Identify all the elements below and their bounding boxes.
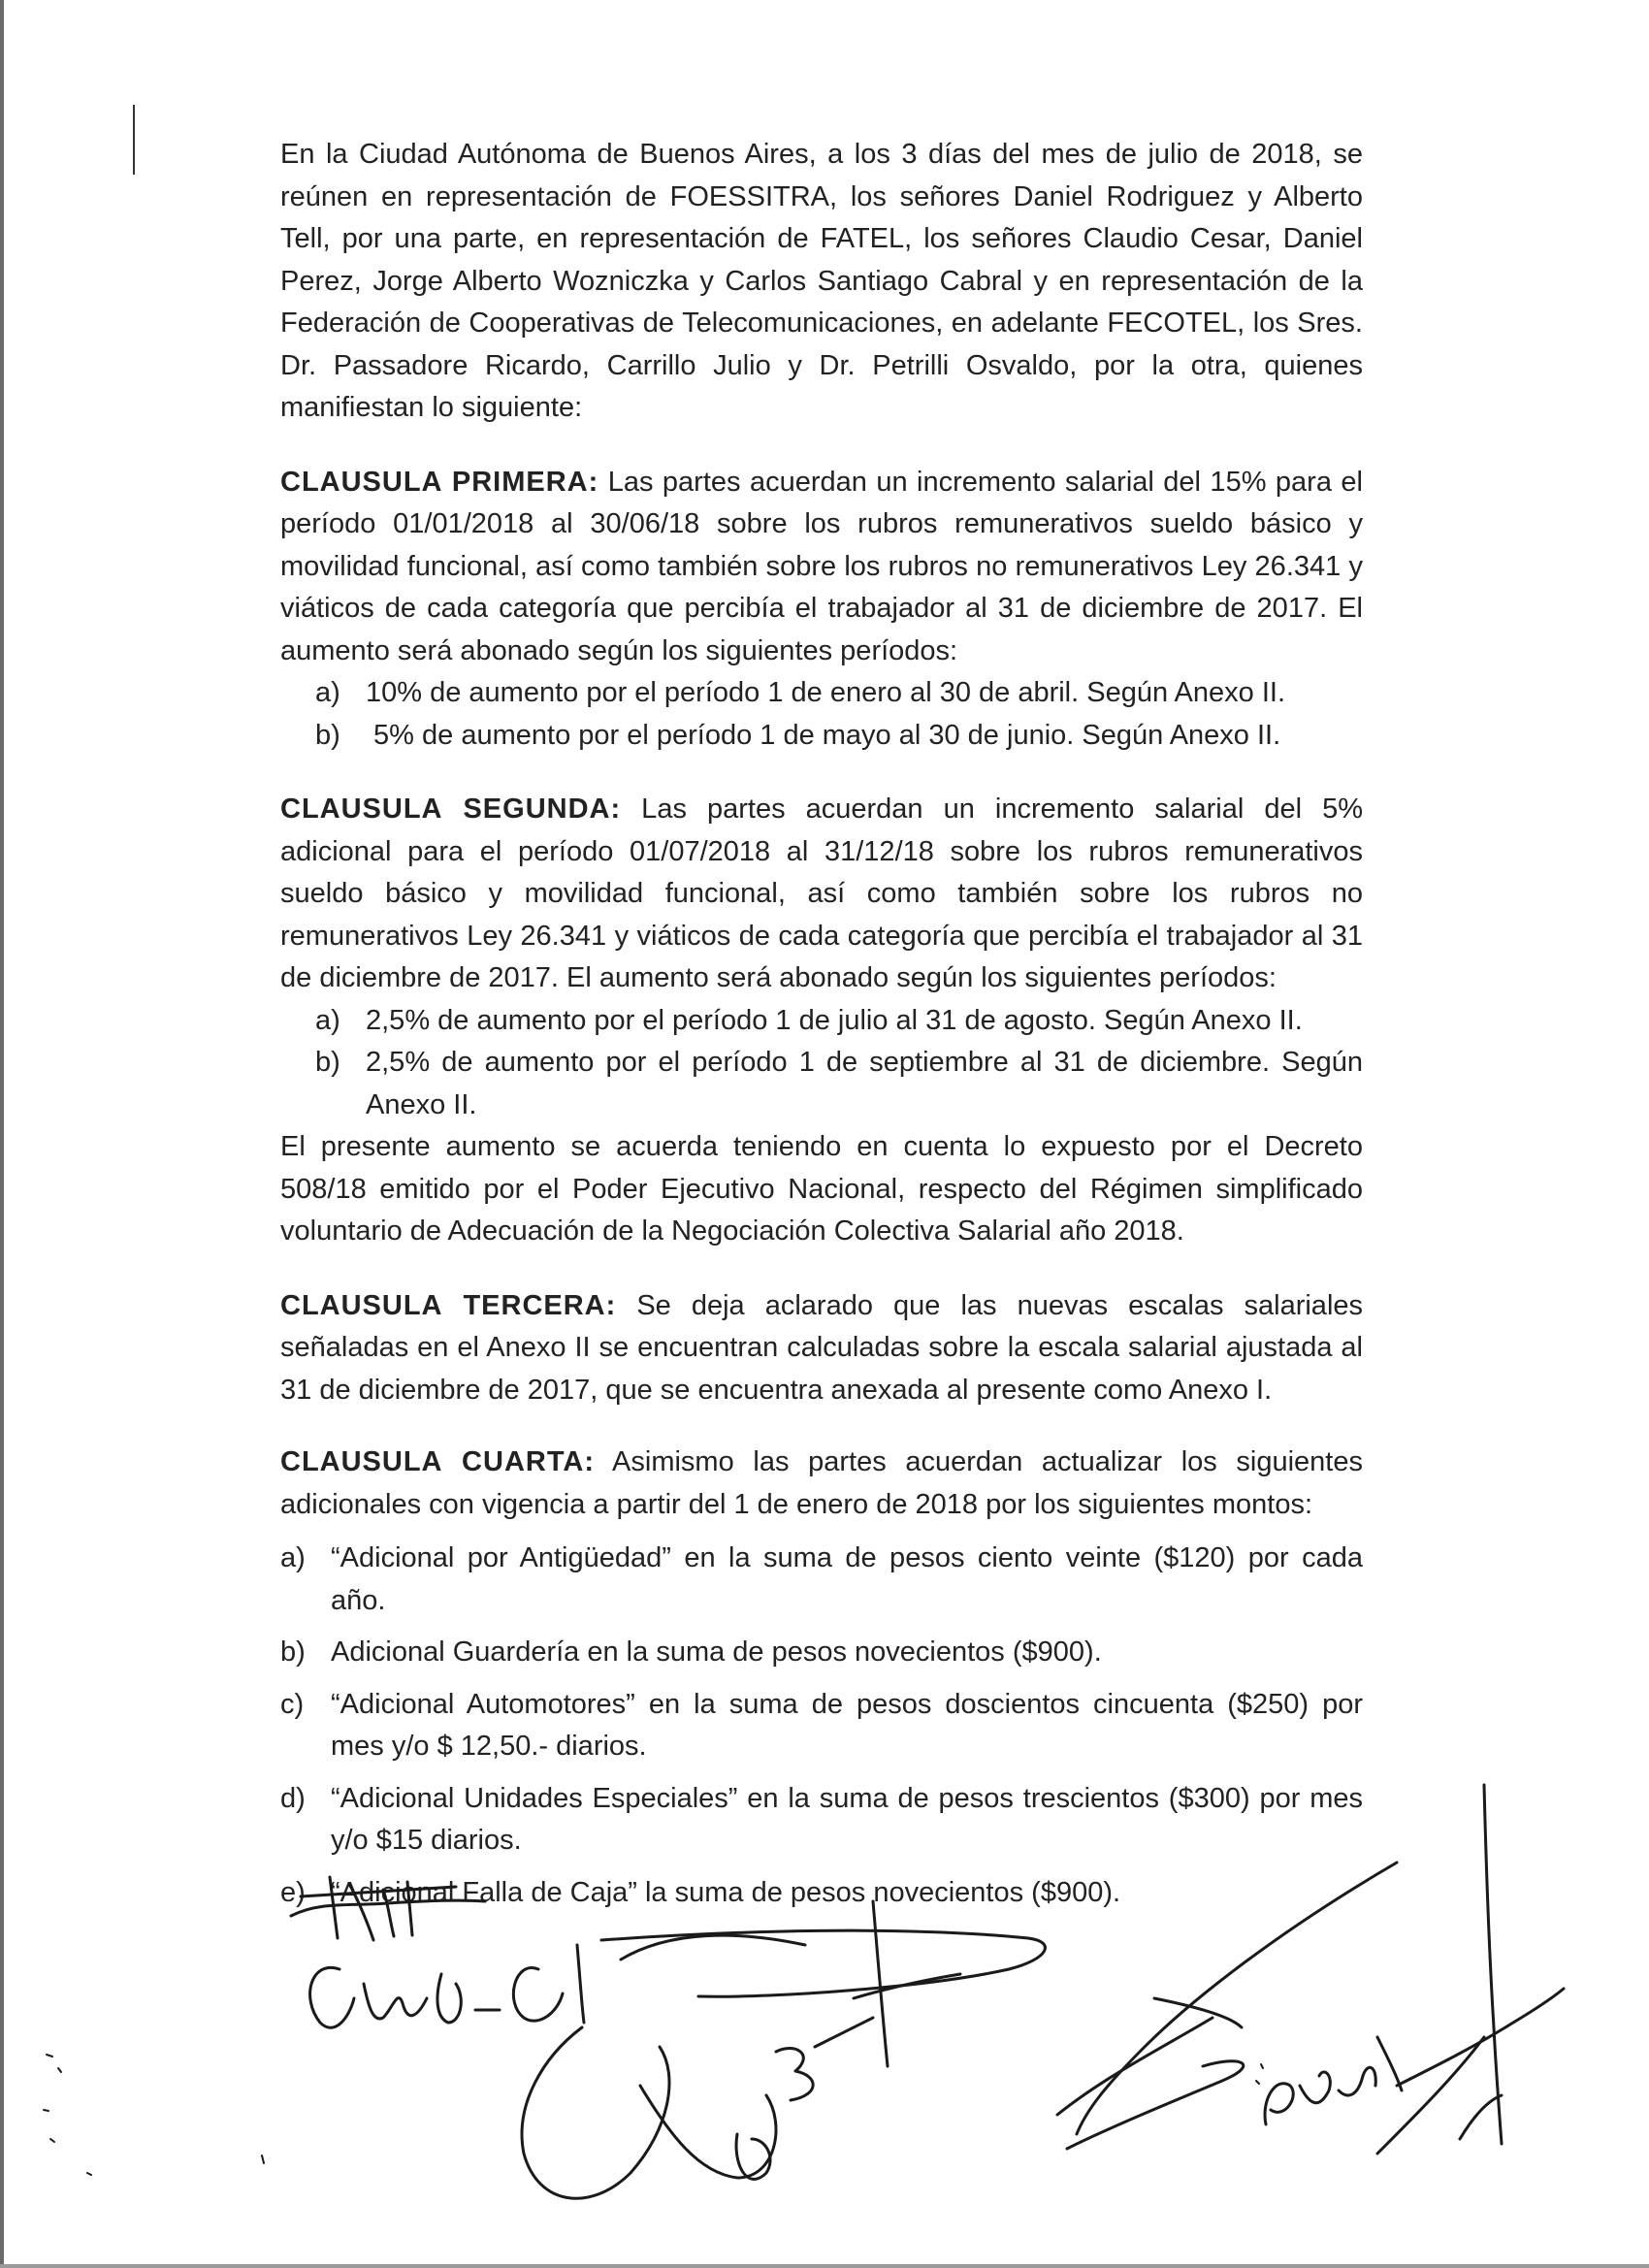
clause-cuarta-heading: CLAUSULA CUARTA: bbox=[280, 1446, 595, 1477]
list-item bbox=[280, 1872, 1363, 1915]
clause-cuarta bbox=[280, 1442, 1363, 1526]
list-marker: a) bbox=[315, 677, 340, 708]
scan-edge-bottom bbox=[0, 2264, 1649, 2268]
document-body bbox=[280, 134, 1363, 1924]
list-item-text: 2,5% de aumento por el período 1 de julio al 31 de agosto. Según Anexo II. bbox=[366, 1004, 1303, 1036]
list-item-text: 2,5% de aumento por el período 1 de septiembre al 31 de diciembre. Según Anexo II. bbox=[366, 1047, 1363, 1120]
clause-segunda-list bbox=[280, 1000, 1363, 1127]
clause-tercera-heading: CLAUSULA TERCERA: bbox=[280, 1289, 617, 1321]
scan-specks bbox=[44, 2055, 1263, 2175]
clause-segunda-text: Las partes acuerdan un incremento salarial del 5% adicional para el período 01/07/2018 al 31/12/18 sobre los rubros remunerativos sueldo básico y movilidad funcional, así como también sobre los rubros no remunerativos Ley 26.341 y viáticos de cada categoría que percibía el trabajador al 31 de diciembre de 2017. El aumento será abonado según los siguientes períodos: bbox=[280, 794, 1363, 993]
clause-cuarta-list bbox=[280, 1538, 1363, 1914]
list-marker: b) bbox=[315, 1047, 340, 1078]
clause-primera bbox=[280, 462, 1363, 673]
list-marker: a) bbox=[280, 1542, 306, 1573]
list-item-text: 5% de aumento por el período 1 de mayo al 30 de junio. Según Anexo II. bbox=[366, 719, 1281, 751]
list-item-text: “Adicional Unidades Especiales” en la suma de pesos trescientos ($300) por mes y/o $15 diarios. bbox=[331, 1782, 1363, 1856]
intro-paragraph: En la Ciudad Autónoma de Buenos Aires, a los 3 días del mes de julio de 2018, se reúnen en representación de FOESSITRA, los señores Daniel Rodriguez y Alberto Tell, por una parte, en representación de FATEL, los señores Claudio Cesar, Daniel Perez, Jorge Alberto Wozniczka y Carlos Santiago Cabral y en representación de la Federación de Cooperativas de Telecomunicaciones, en adelante FECOTEL, los Sres. Dr. Passadore Ricardo, Carrillo Julio y Dr. Petrilli Osvaldo, por la otra, quienes manifiestan lo siguiente: bbox=[280, 139, 1363, 423]
clause-cuarta-text: Asimismo las partes acuerdan actualizar los siguientes adicionales con vigencia a partir del 1 de enero de 2018 por los siguientes montos: bbox=[280, 1446, 1363, 1520]
clause-tercera-text: Se deja aclarado que las nuevas escalas salariales señaladas en el Anexo II se encuentran calculadas sobre la escala salarial ajustada al 31 de diciembre de 2017, que se encuentra anexada al presente como Anexo I. bbox=[280, 1289, 1364, 1406]
list-marker: b) bbox=[315, 719, 340, 751]
list-item bbox=[315, 1000, 1363, 1043]
clause-tercera bbox=[280, 1285, 1363, 1412]
list-item-text: “Adicional Automotores” en la suma de pesos doscientos cincuenta ($250) por mes y/o $ 12,50.- diarios. bbox=[331, 1688, 1363, 1762]
list-item bbox=[315, 1042, 1363, 1126]
list-item-text: 10% de aumento por el período 1 de enero al 30 de abril. Según Anexo II. bbox=[366, 677, 1286, 708]
clause-segunda-closing: El presente aumento se acuerda teniendo en cuenta lo expuesto por el Decreto 508/18 emitido por el Poder Ejecutivo Nacional, respecto del Régimen simplificado voluntario de Adecuación de la Negociación Colectiva Salarial año 2018. bbox=[280, 1131, 1363, 1247]
clause-segunda-heading: CLAUSULA SEGUNDA: bbox=[280, 794, 622, 825]
clause-primera-list bbox=[280, 672, 1363, 757]
scan-edge-left bbox=[0, 0, 4, 2268]
list-item-text: “Adicional por Antigüedad” en la suma de pesos ciento veinte ($120) por cada año. bbox=[331, 1542, 1363, 1616]
list-item bbox=[280, 1632, 1363, 1674]
signature-left bbox=[291, 1877, 1045, 2198]
list-marker: a) bbox=[315, 1004, 340, 1036]
list-item bbox=[315, 672, 1363, 715]
list-marker: c) bbox=[280, 1688, 305, 1720]
clause-primera-heading: CLAUSULA PRIMERA: bbox=[280, 466, 599, 498]
list-item bbox=[280, 1778, 1363, 1863]
list-item bbox=[280, 1684, 1363, 1768]
list-item bbox=[280, 1538, 1363, 1622]
clause-segunda bbox=[280, 789, 1363, 1000]
list-item bbox=[315, 715, 1363, 758]
list-item-text: “Adicional Falla de Caja” la suma de pesos novecientos ($900). bbox=[331, 1876, 1121, 1908]
clause-primera-text: Las partes acuerdan un incremento salarial del 15% para el período 01/01/2018 al 30/06/18 sobre los rubros remunerativos sueldo básico y movilidad funcional, así como también sobre los rubros no remunerativos Ley 26.341 y viáticos de cada categoría que percibía el trabajador al 31 de diciembre de 2017. El aumento será abonado según los siguientes períodos: bbox=[280, 466, 1363, 666]
list-marker: e) bbox=[280, 1876, 306, 1908]
list-item-text: Adicional Guardería en la suma de pesos novecientos ($900). bbox=[331, 1636, 1102, 1668]
list-marker: d) bbox=[280, 1782, 306, 1814]
list-marker: b) bbox=[280, 1636, 306, 1668]
margin-mark bbox=[133, 105, 135, 175]
